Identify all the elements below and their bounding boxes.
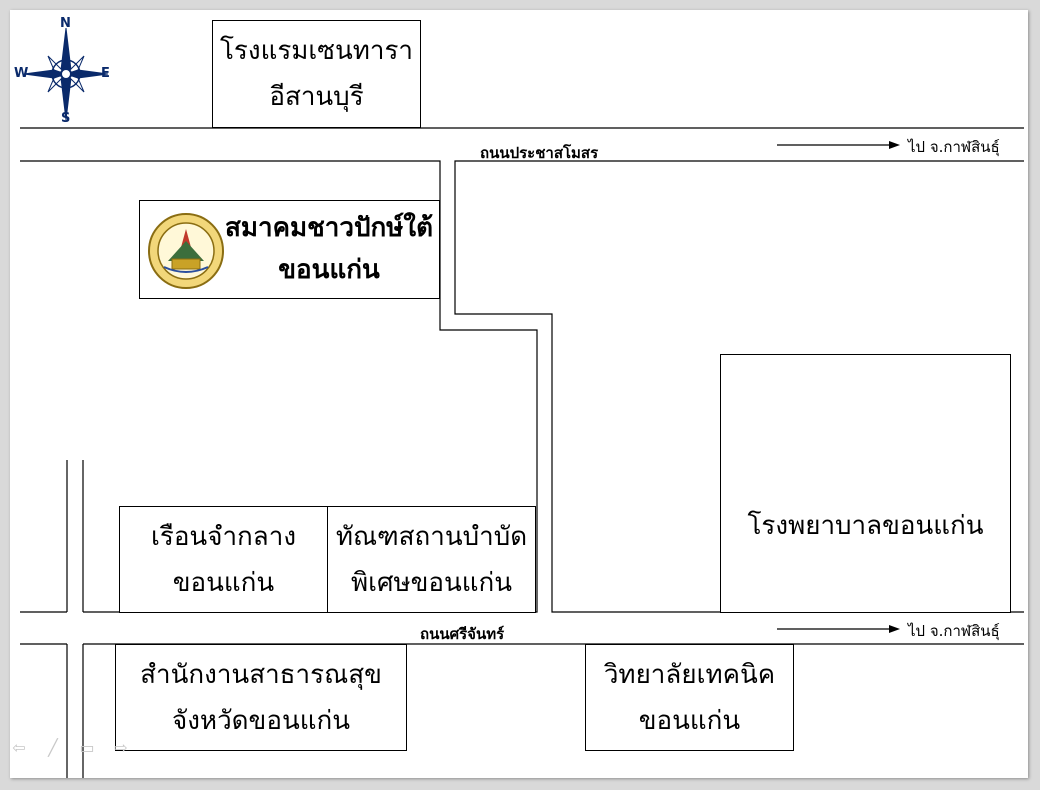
arrow-left-icon[interactable]: ⇦ <box>12 738 26 757</box>
compass-north: N <box>60 16 71 31</box>
direction-arrow-bottom-head <box>889 625 900 633</box>
compass-east: E <box>101 66 110 81</box>
correctional-institution <box>327 506 536 613</box>
direction-label-top: ไป จ.กาฬสินธุ์ <box>908 138 1000 156</box>
slide <box>10 10 1028 778</box>
slide-menu-icon[interactable]: ▭ <box>79 738 95 757</box>
central-prison-label: เรือนจำกลาง ขอนแก่น <box>150 521 297 598</box>
association-label: สมาคมชาวปักษ์ใต้ ขอนแก่น <box>225 213 433 285</box>
south-road-label: ถนนศรีจันทร์ <box>420 625 505 643</box>
slideshow-nav <box>8 740 132 756</box>
association-logo-icon <box>146 211 226 291</box>
compass-south: S <box>61 111 71 126</box>
central-prison <box>119 506 328 613</box>
compass-rose <box>14 16 114 128</box>
direction-label-bottom: ไป จ.กาฬสินธุ์ <box>908 622 1000 640</box>
centara-hotel <box>212 20 421 128</box>
khon-kaen-hospital <box>720 354 1011 613</box>
southern-association <box>139 200 440 299</box>
khon-kaen-hospital-label: โรงพยาบาลขอนแก่น <box>747 511 984 541</box>
provincial-health-office <box>115 644 407 751</box>
arrow-right-icon[interactable]: ⇨ <box>114 738 128 757</box>
technical-college <box>585 644 794 751</box>
pen-icon[interactable]: ╱ <box>48 738 58 757</box>
correctional-institution-label: ทัณฑสถานบำบัด พิเศษขอนแก่น <box>335 521 528 598</box>
direction-arrow-top-head <box>889 141 900 149</box>
technical-college-label: วิทยาลัยเทคนิค ขอนแก่น <box>603 659 776 736</box>
north-road-label: ถนนประชาสโมสร <box>480 144 599 162</box>
provincial-health-office-label: สำนักงานสาธารณสุข จังหวัดขอนแก่น <box>140 659 382 736</box>
compass-west: W <box>14 66 29 81</box>
centara-hotel-label: โรงแรมเซนทารา อีสานบุรี <box>219 36 414 112</box>
